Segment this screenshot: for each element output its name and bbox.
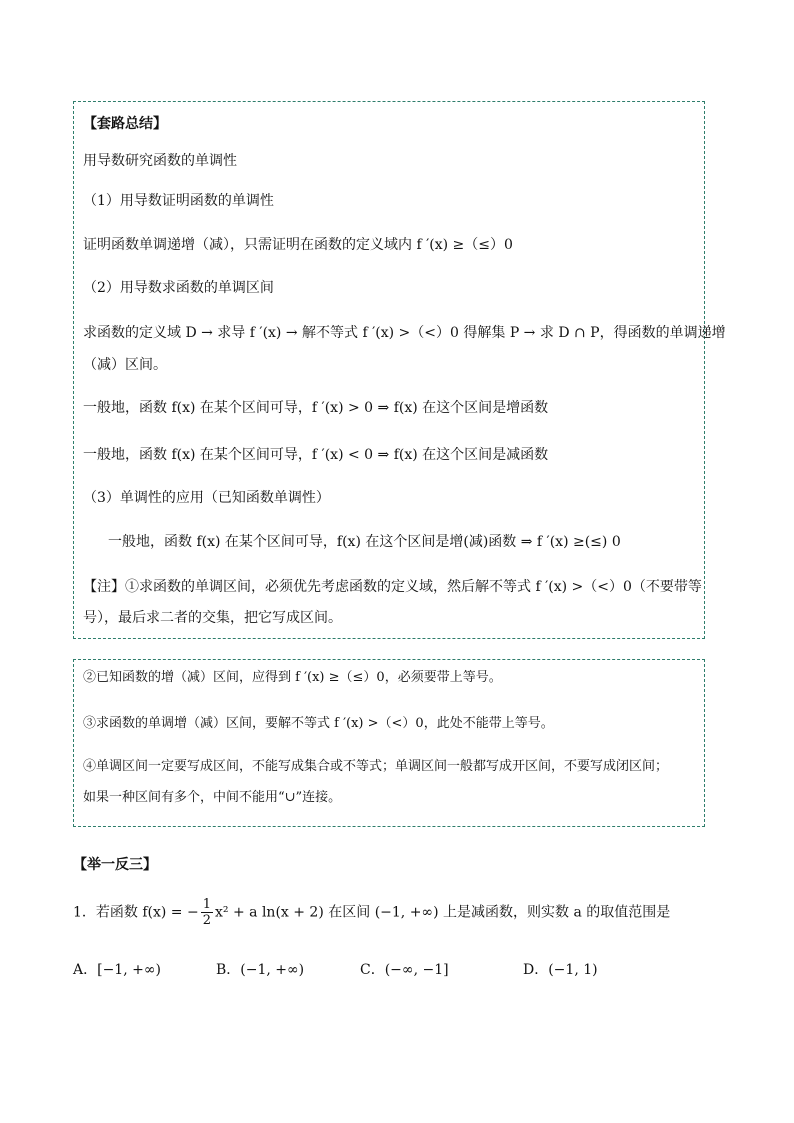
- note-3: ③求函数的单调增（减）区间，要解不等式 f ′(x) >（<）0，此处不能带上等号。: [83, 716, 554, 731]
- note-4-line-1: ④单调区间一定要写成区间，不能写成集合或不等式；单调区间一般都写成开区间，不要写成闭区间；: [83, 759, 669, 774]
- subheading-1: （1）用导数证明函数的单调性: [83, 193, 274, 209]
- question-prefix: 1．若函数 f(x) = −: [73, 904, 199, 921]
- subheading-2: （2）用导数求函数的单调区间: [83, 280, 274, 296]
- topic-title: 用导数研究函数的单调性: [83, 153, 237, 169]
- fraction-one-half: [201, 897, 213, 928]
- question-suffix: x² + a ln(x + 2) 在区间 (−1, +∞) 上是减函数，则实数 a 的取值范围是: [215, 904, 671, 921]
- option-d[interactable]: D．(−1, 1): [523, 962, 598, 978]
- summary-heading: 【套路总结】: [83, 116, 167, 132]
- steps-line-1: 求函数的定义域 D → 求导 f ′(x) → 解不等式 f ′(x) >（<）0 得解集 P → 求 D ∩ P，得函数的单调递增: [83, 325, 726, 341]
- decreasing-rule: 一般地，函数 f(x) 在某个区间可导，f ′(x) < 0 ⇒ f(x) 在这个区间是减函数: [83, 447, 549, 463]
- fraction-numerator: 1: [202, 897, 212, 912]
- note-line-1: 【注】①求函数的单调区间，必须优先考虑函数的定义域，然后解不等式 f ′(x) >（<）0（不要带等: [83, 579, 702, 595]
- option-c[interactable]: C．(−∞, −1]: [360, 962, 449, 978]
- question-1: [73, 897, 670, 928]
- proof-text: 证明函数单调递增（减），只需证明在函数的定义域内 f ′(x) ≥（≤）0: [83, 237, 513, 253]
- option-b[interactable]: B．(−1, +∞): [216, 962, 305, 978]
- summary-box: [73, 101, 705, 639]
- steps-line-2: （减）区间。: [83, 357, 167, 373]
- note-4-line-2: 如果一种区间有多个，中间不能用“∪”连接。: [83, 790, 342, 805]
- note-line-2: 号），最后求二者的交集，把它写成区间。: [83, 610, 342, 626]
- application-rule: 一般地，函数 f(x) 在某个区间可导，f(x) 在这个区间是增(减)函数 ⇒ f ′(x) ≥(≤) 0: [108, 534, 621, 550]
- increasing-rule: 一般地，函数 f(x) 在某个区间可导，f ′(x) > 0 ⇒ f(x) 在这个区间是增函数: [83, 400, 549, 416]
- option-a[interactable]: A．[−1, +∞): [73, 962, 161, 978]
- practice-heading: 【举一反三】: [73, 857, 157, 873]
- fraction-denominator: 2: [202, 913, 212, 928]
- subheading-3: （3）单调性的应用（已知函数单调性）: [83, 490, 330, 506]
- note-2: ②已知函数的增（减）区间，应得到 f ′(x) ≥（≤）0，必须要带上等号。: [83, 670, 502, 685]
